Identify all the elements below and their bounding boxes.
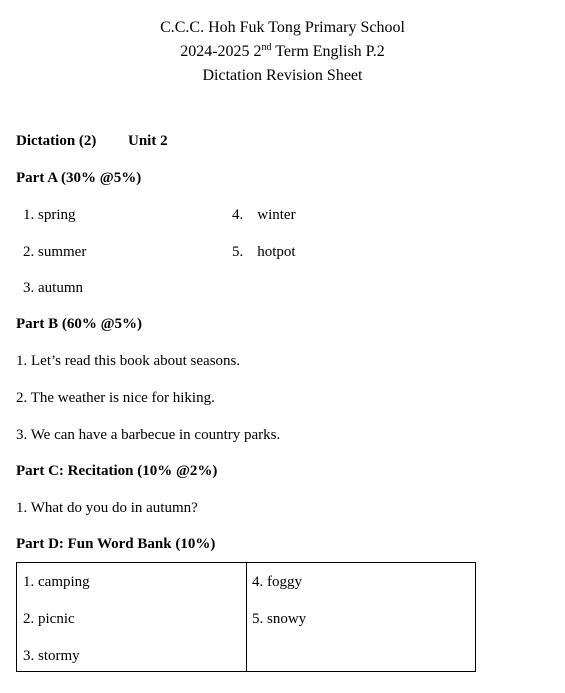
item-number: 2. <box>23 244 35 260</box>
list-item <box>23 244 86 261</box>
word-bank-table <box>16 562 476 672</box>
item-number: 1. <box>23 207 35 223</box>
list-item: 5. snowy <box>252 611 307 627</box>
item-word: summer <box>38 244 87 260</box>
list-item: 4. foggy <box>252 574 302 590</box>
list-item: 1. What do you do in autumn? <box>16 500 198 516</box>
list-item <box>232 244 296 261</box>
item-number: 3. <box>23 280 35 296</box>
part-d-title: Part D: Fun Word Bank (10%) <box>16 536 216 552</box>
list-item: 2. The weather is nice for hiking. <box>16 390 215 406</box>
item-number: 4. <box>232 207 244 223</box>
part-c-title: Part C: Recitation (10% @2%) <box>16 463 218 479</box>
list-item: 3. We can have a barbecue in country parks. <box>16 427 281 443</box>
item-word: spring <box>38 207 76 223</box>
item-word: winter <box>257 207 296 223</box>
list-item: 1. camping <box>23 574 90 590</box>
word-bank-divider <box>246 563 247 671</box>
item-number: 5. <box>232 244 244 260</box>
school-name: C.C.C. Hoh Fuk Tong Primary School <box>160 19 405 36</box>
list-item: 2. picnic <box>23 611 75 627</box>
term-post: Term English P.2 <box>271 43 385 60</box>
part-b-title: Part B (60% @5%) <box>16 316 143 332</box>
unit-label: Unit 2 <box>128 133 168 149</box>
list-item <box>23 280 83 297</box>
term-sup: nd <box>261 42 272 53</box>
term-line <box>0 43 565 61</box>
list-item <box>232 207 296 224</box>
item-word: autumn <box>38 280 83 296</box>
list-item: 1. Let’s read this book about seasons. <box>16 353 241 369</box>
dictation-label: Dictation (2) <box>16 133 97 149</box>
list-item: 3. stormy <box>23 648 80 664</box>
list-item <box>23 207 76 224</box>
term-pre: 2024-2025 2 <box>180 43 262 60</box>
part-a-title: Part A (30% @5%) <box>16 170 142 186</box>
sheet-title: Dictation Revision Sheet <box>202 67 363 84</box>
item-word: hotpot <box>257 244 296 260</box>
